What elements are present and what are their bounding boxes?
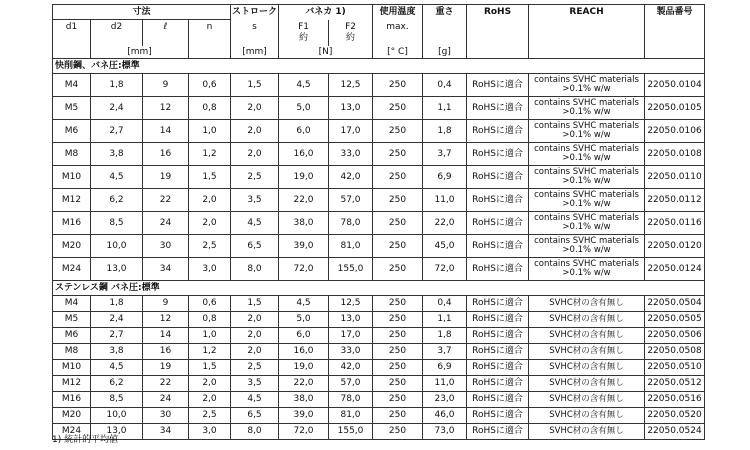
cell-temp: 250 (373, 296, 423, 312)
cell-rohs: RoHSに適合 (467, 312, 529, 328)
cell-l: 34 (143, 424, 189, 440)
table-row (53, 166, 705, 189)
cell-stroke: 2,0 (231, 97, 279, 120)
cell-f2: 78,0 (329, 392, 373, 408)
cell-d2: 8,5 (91, 392, 143, 408)
cell-l: 16 (143, 344, 189, 360)
cell-stroke: 2,0 (231, 344, 279, 360)
cell-n: 3,0 (189, 258, 231, 281)
cell-temp: 250 (373, 235, 423, 258)
cell-stroke: 3,5 (231, 376, 279, 392)
cell-temp: 250 (373, 424, 423, 440)
footnote: 1) 統計的平均値 (52, 435, 119, 445)
cell-n: 3,0 (189, 424, 231, 440)
cell-d2: 1,8 (91, 296, 143, 312)
cell-reach: contains SVHC materials >0.1% w/w (529, 120, 645, 143)
header-f2-label: F2 (345, 21, 356, 32)
cell-stroke: 6,5 (231, 408, 279, 424)
cell-n: 2,5 (189, 408, 231, 424)
cell-d2: 6,2 (91, 376, 143, 392)
cell-part-no: 22050.0516 (645, 392, 705, 408)
cell-d2: 10,0 (91, 408, 143, 424)
cell-l: 19 (143, 166, 189, 189)
cell-temp: 250 (373, 312, 423, 328)
cell-d2: 3,8 (91, 344, 143, 360)
cell-f1: 72,0 (279, 258, 329, 281)
cell-d2: 10,0 (91, 235, 143, 258)
header-n: n (189, 20, 231, 47)
cell-rohs: RoHSに適合 (467, 74, 529, 97)
cell-d1: M16 (53, 392, 91, 408)
cell-temp: 250 (373, 344, 423, 360)
cell-n: 1,5 (189, 166, 231, 189)
cell-f2: 78,0 (329, 212, 373, 235)
cell-stroke: 8,0 (231, 258, 279, 281)
cell-n: 2,0 (189, 212, 231, 235)
cell-reach: SVHC材の含有無し (529, 328, 645, 344)
cell-f1: 16,0 (279, 143, 329, 166)
cell-d2: 8,5 (91, 212, 143, 235)
table-row (53, 189, 705, 212)
cell-f1: 39,0 (279, 408, 329, 424)
cell-d2: 3,8 (91, 143, 143, 166)
cell-temp: 250 (373, 97, 423, 120)
header-f1-label: F1 (298, 21, 309, 32)
header-l: ℓ (143, 20, 189, 47)
cell-f1: 5,0 (279, 312, 329, 328)
cell-d1: M12 (53, 189, 91, 212)
cell-f2: 81,0 (329, 235, 373, 258)
header-row-1 (53, 5, 705, 20)
cell-f1: 16,0 (279, 344, 329, 360)
cell-stroke: 8,0 (231, 424, 279, 440)
cell-f2: 33,0 (329, 344, 373, 360)
cell-f2: 13,0 (329, 97, 373, 120)
cell-weight: 73,0 (423, 424, 467, 440)
cell-rohs: RoHSに適合 (467, 424, 529, 440)
cell-n: 0,8 (189, 97, 231, 120)
cell-weight: 23,0 (423, 392, 467, 408)
cell-f1: 6,0 (279, 328, 329, 344)
cell-n: 0,6 (189, 296, 231, 312)
cell-part-no: 22050.0524 (645, 424, 705, 440)
cell-reach: contains SVHC materials >0.1% w/w (529, 74, 645, 97)
cell-l: 14 (143, 120, 189, 143)
cell-rohs: RoHSに適合 (467, 97, 529, 120)
table-row (53, 212, 705, 235)
header-part-no: 製品番号 (645, 5, 705, 59)
cell-rohs: RoHSに適合 (467, 143, 529, 166)
cell-d1: M4 (53, 296, 91, 312)
cell-stroke: 4,5 (231, 392, 279, 408)
cell-part-no: 22050.0512 (645, 376, 705, 392)
cell-n: 1,5 (189, 360, 231, 376)
section-title: ステンレス鋼 バネ圧:標準 (53, 281, 705, 296)
cell-f1: 72,0 (279, 424, 329, 440)
cell-part-no: 22050.0106 (645, 120, 705, 143)
table-row (53, 120, 705, 143)
cell-weight: 3,7 (423, 143, 467, 166)
cell-d2: 13,0 (91, 258, 143, 281)
cell-l: 30 (143, 408, 189, 424)
cell-weight: 11,0 (423, 189, 467, 212)
cell-weight: 72,0 (423, 258, 467, 281)
cell-d2: 1,8 (91, 74, 143, 97)
cell-l: 16 (143, 143, 189, 166)
cell-reach: SVHC材の含有無し (529, 392, 645, 408)
cell-rohs: RoHSに適合 (467, 392, 529, 408)
cell-reach: contains SVHC materials >0.1% w/w (529, 235, 645, 258)
cell-l: 34 (143, 258, 189, 281)
cell-part-no: 22050.0510 (645, 360, 705, 376)
cell-part-no: 22050.0504 (645, 296, 705, 312)
cell-d1: M20 (53, 408, 91, 424)
cell-n: 1,2 (189, 344, 231, 360)
cell-temp: 250 (373, 166, 423, 189)
cell-reach: SVHC材の含有無し (529, 424, 645, 440)
cell-d1: M10 (53, 360, 91, 376)
cell-weight: 11,0 (423, 376, 467, 392)
cell-rohs: RoHSに適合 (467, 212, 529, 235)
cell-part-no: 22050.0110 (645, 166, 705, 189)
cell-d1: M12 (53, 376, 91, 392)
spec-table (52, 4, 705, 440)
header-spring-force: バネカ 1) (279, 5, 373, 20)
cell-d1: M24 (53, 424, 91, 440)
cell-weight: 1,8 (423, 120, 467, 143)
cell-reach: contains SVHC materials >0.1% w/w (529, 97, 645, 120)
cell-f2: 12,5 (329, 74, 373, 97)
cell-part-no: 22050.0124 (645, 258, 705, 281)
cell-temp: 250 (373, 360, 423, 376)
cell-reach: contains SVHC materials >0.1% w/w (529, 189, 645, 212)
table-row (53, 408, 705, 424)
cell-f1: 4,5 (279, 296, 329, 312)
cell-part-no: 22050.0108 (645, 143, 705, 166)
cell-temp: 250 (373, 376, 423, 392)
header-f2 (329, 20, 373, 47)
table-row (53, 258, 705, 281)
cell-n: 1,0 (189, 328, 231, 344)
cell-f1: 22,0 (279, 189, 329, 212)
cell-d1: M8 (53, 143, 91, 166)
cell-d2: 2,4 (91, 97, 143, 120)
cell-f2: 155,0 (329, 424, 373, 440)
cell-l: 22 (143, 376, 189, 392)
cell-f2: 155,0 (329, 258, 373, 281)
cell-d1: M24 (53, 258, 91, 281)
cell-n: 0,8 (189, 312, 231, 328)
cell-reach: contains SVHC materials >0.1% w/w (529, 212, 645, 235)
spec-sheet (52, 4, 705, 440)
cell-part-no: 22050.0116 (645, 212, 705, 235)
cell-l: 12 (143, 312, 189, 328)
header-temp-max: max. (373, 20, 423, 47)
cell-f2: 13,0 (329, 312, 373, 328)
table-row (53, 424, 705, 440)
header-temp: 使用温度 (373, 5, 423, 20)
cell-d2: 2,7 (91, 328, 143, 344)
cell-temp: 250 (373, 120, 423, 143)
header-unit-n: [N] (279, 46, 373, 59)
cell-part-no: 22050.0112 (645, 189, 705, 212)
cell-f1: 5,0 (279, 97, 329, 120)
cell-f1: 6,0 (279, 120, 329, 143)
cell-weight: 46,0 (423, 408, 467, 424)
cell-f2: 17,0 (329, 328, 373, 344)
header-d1-blank (53, 46, 91, 59)
cell-weight: 22,0 (423, 212, 467, 235)
cell-l: 22 (143, 189, 189, 212)
cell-n: 1,0 (189, 120, 231, 143)
cell-temp: 250 (373, 212, 423, 235)
header-unit-c: [° C] (373, 46, 423, 59)
header-dimensions: 寸法 (53, 5, 231, 20)
cell-reach: SVHC材の含有無し (529, 344, 645, 360)
cell-l: 24 (143, 212, 189, 235)
cell-part-no: 22050.0104 (645, 74, 705, 97)
header-s: s (231, 20, 279, 47)
cell-f1: 38,0 (279, 392, 329, 408)
section-title: 快削鋼、バネ圧:標準 (53, 59, 705, 74)
header-f1 (279, 20, 329, 47)
cell-f2: 12,5 (329, 296, 373, 312)
cell-l: 9 (143, 74, 189, 97)
cell-d1: M10 (53, 166, 91, 189)
cell-d1: M16 (53, 212, 91, 235)
section-header (53, 59, 705, 74)
cell-n: 1,2 (189, 143, 231, 166)
cell-d2: 13,0 (91, 424, 143, 440)
header-unit-mm: [mm] (91, 46, 189, 59)
cell-reach: SVHC材の含有無し (529, 296, 645, 312)
cell-temp: 250 (373, 408, 423, 424)
cell-temp: 250 (373, 143, 423, 166)
cell-stroke: 4,5 (231, 212, 279, 235)
cell-d2: 2,4 (91, 312, 143, 328)
cell-part-no: 22050.0120 (645, 235, 705, 258)
header-d1: d1 (53, 20, 91, 47)
cell-d1: M4 (53, 74, 91, 97)
cell-l: 12 (143, 97, 189, 120)
table-row (53, 74, 705, 97)
cell-rohs: RoHSに適合 (467, 328, 529, 344)
header-weight-blank (423, 20, 467, 47)
cell-reach: contains SVHC materials >0.1% w/w (529, 258, 645, 281)
cell-d1: M6 (53, 328, 91, 344)
table-row (53, 360, 705, 376)
header-unit-g: [g] (423, 46, 467, 59)
cell-n: 2,5 (189, 235, 231, 258)
header-unit-s-mm: [mm] (231, 46, 279, 59)
cell-l: 30 (143, 235, 189, 258)
header-f2-sub: 約 (346, 32, 356, 43)
cell-rohs: RoHSに適合 (467, 408, 529, 424)
cell-stroke: 1,5 (231, 74, 279, 97)
cell-stroke: 2,0 (231, 120, 279, 143)
cell-f1: 38,0 (279, 212, 329, 235)
table-row (53, 376, 705, 392)
cell-l: 9 (143, 296, 189, 312)
cell-n: 2,0 (189, 392, 231, 408)
cell-stroke: 1,5 (231, 296, 279, 312)
header-weight: 重さ (423, 5, 467, 20)
cell-l: 19 (143, 360, 189, 376)
cell-weight: 1,1 (423, 97, 467, 120)
cell-rohs: RoHSに適合 (467, 235, 529, 258)
cell-rohs: RoHSに適合 (467, 189, 529, 212)
cell-f1: 39,0 (279, 235, 329, 258)
cell-n: 2,0 (189, 376, 231, 392)
cell-d2: 6,2 (91, 189, 143, 212)
cell-temp: 250 (373, 74, 423, 97)
cell-part-no: 22050.0505 (645, 312, 705, 328)
cell-reach: SVHC材の含有無し (529, 408, 645, 424)
cell-f2: 42,0 (329, 166, 373, 189)
cell-rohs: RoHSに適合 (467, 258, 529, 281)
table-row (53, 143, 705, 166)
cell-rohs: RoHSに適合 (467, 166, 529, 189)
cell-n: 0,6 (189, 74, 231, 97)
cell-f2: 81,0 (329, 408, 373, 424)
cell-f1: 22,0 (279, 376, 329, 392)
section-header (53, 281, 705, 296)
cell-d1: M5 (53, 97, 91, 120)
table-row (53, 328, 705, 344)
cell-l: 24 (143, 392, 189, 408)
cell-stroke: 3,5 (231, 189, 279, 212)
cell-weight: 6,9 (423, 166, 467, 189)
cell-weight: 45,0 (423, 235, 467, 258)
cell-weight: 3,7 (423, 344, 467, 360)
cell-temp: 250 (373, 328, 423, 344)
cell-n: 2,0 (189, 189, 231, 212)
cell-l: 14 (143, 328, 189, 344)
cell-part-no: 22050.0105 (645, 97, 705, 120)
cell-rohs: RoHSに適合 (467, 360, 529, 376)
cell-reach: contains SVHC materials >0.1% w/w (529, 143, 645, 166)
table-row (53, 97, 705, 120)
cell-d2: 4,5 (91, 166, 143, 189)
cell-rohs: RoHSに適合 (467, 296, 529, 312)
cell-rohs: RoHSに適合 (467, 120, 529, 143)
cell-f1: 19,0 (279, 360, 329, 376)
cell-f2: 42,0 (329, 360, 373, 376)
cell-f2: 57,0 (329, 189, 373, 212)
header-rohs: RoHS (467, 5, 529, 59)
cell-stroke: 2,0 (231, 143, 279, 166)
cell-part-no: 22050.0520 (645, 408, 705, 424)
cell-stroke: 2,0 (231, 328, 279, 344)
cell-weight: 1,8 (423, 328, 467, 344)
cell-d1: M6 (53, 120, 91, 143)
cell-d1: M20 (53, 235, 91, 258)
cell-f2: 57,0 (329, 376, 373, 392)
header-n-blank (189, 46, 231, 59)
cell-d1: M5 (53, 312, 91, 328)
cell-f1: 4,5 (279, 74, 329, 97)
table-row (53, 296, 705, 312)
cell-part-no: 22050.0506 (645, 328, 705, 344)
cell-stroke: 2,5 (231, 166, 279, 189)
cell-temp: 250 (373, 189, 423, 212)
table-body (53, 5, 705, 440)
cell-part-no: 22050.0508 (645, 344, 705, 360)
cell-reach: SVHC材の含有無し (529, 312, 645, 328)
table-row (53, 235, 705, 258)
cell-weight: 0,4 (423, 74, 467, 97)
cell-stroke: 6,5 (231, 235, 279, 258)
cell-stroke: 2,0 (231, 312, 279, 328)
cell-f2: 33,0 (329, 143, 373, 166)
cell-reach: contains SVHC materials >0.1% w/w (529, 166, 645, 189)
cell-weight: 6,9 (423, 360, 467, 376)
cell-d1: M8 (53, 344, 91, 360)
header-f1-sub: 約 (299, 32, 309, 43)
cell-rohs: RoHSに適合 (467, 344, 529, 360)
table-row (53, 392, 705, 408)
header-stroke: ストローク (231, 5, 279, 20)
cell-rohs: RoHSに適合 (467, 376, 529, 392)
cell-weight: 0,4 (423, 296, 467, 312)
table-row (53, 344, 705, 360)
cell-stroke: 2,5 (231, 360, 279, 376)
cell-reach: SVHC材の含有無し (529, 360, 645, 376)
header-d2: d2 (91, 20, 143, 47)
cell-weight: 1,1 (423, 312, 467, 328)
table-row (53, 312, 705, 328)
cell-temp: 250 (373, 258, 423, 281)
cell-f1: 19,0 (279, 166, 329, 189)
cell-d2: 2,7 (91, 120, 143, 143)
cell-f2: 17,0 (329, 120, 373, 143)
header-reach: REACH (529, 5, 645, 59)
cell-d2: 4,5 (91, 360, 143, 376)
cell-reach: SVHC材の含有無し (529, 376, 645, 392)
cell-temp: 250 (373, 392, 423, 408)
